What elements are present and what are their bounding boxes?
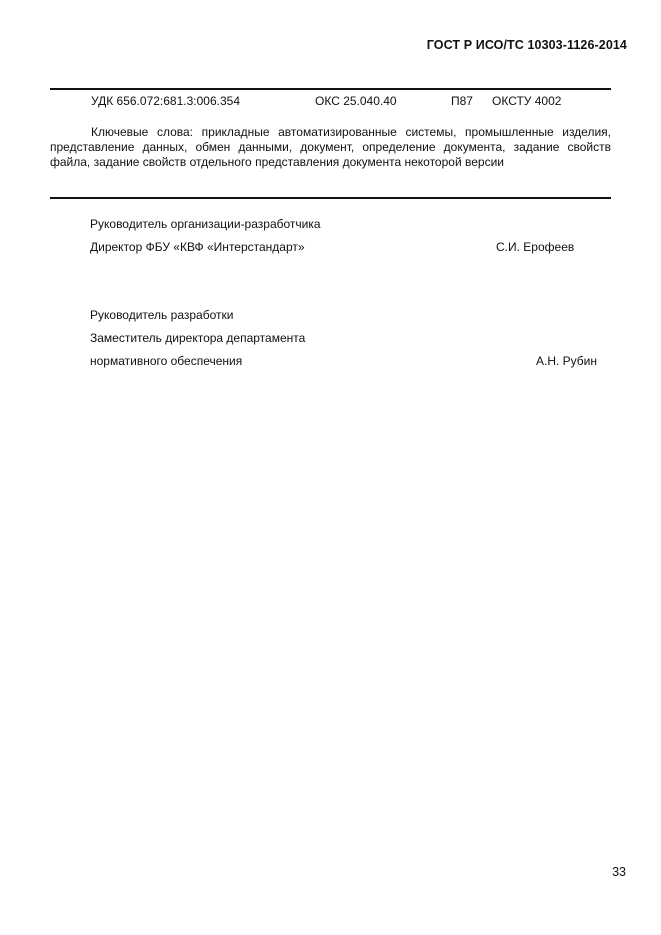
developer-org-signature-block bbox=[90, 217, 605, 263]
signature-position-line bbox=[90, 240, 605, 263]
development-lead-signature-block bbox=[90, 308, 605, 377]
group-code: П87 bbox=[451, 94, 473, 108]
standard-code-header: ГОСТ Р ИСО/ТС 10303-1126-2014 bbox=[426, 38, 627, 52]
signature-department: нормативного обеспечения bbox=[90, 354, 243, 368]
classification-row bbox=[91, 94, 621, 110]
okstu-code: ОКСТУ 4002 bbox=[492, 94, 562, 108]
signatory-name: А.Н. Рубин bbox=[536, 354, 598, 368]
signature-position: Директор ФБУ «КВФ «Интерстандарт» bbox=[90, 240, 305, 254]
signature-department-line bbox=[90, 354, 605, 377]
page-number: 33 bbox=[612, 865, 626, 879]
oks-code: ОКС 25.040.40 bbox=[315, 94, 397, 108]
signatory-name: С.И. Ерофеев bbox=[496, 240, 575, 254]
top-divider bbox=[50, 88, 611, 90]
udk-code: УДК 656.072:681.3:006.354 bbox=[91, 94, 240, 108]
signature-title-line: Руководитель разработки bbox=[90, 308, 234, 322]
bottom-divider bbox=[50, 197, 611, 199]
signature-position-line: Заместитель директора департамента bbox=[90, 331, 306, 345]
signature-title-line: Руководитель организации-разработчика bbox=[90, 217, 321, 231]
keywords-paragraph: Ключевые слова: прикладные автоматизированные системы, промышленные изделия, представление данных, обмен данными, документ, определение документа, задание свойств файла, задание свойств отдельного представления документа некоторой версии bbox=[50, 125, 611, 169]
